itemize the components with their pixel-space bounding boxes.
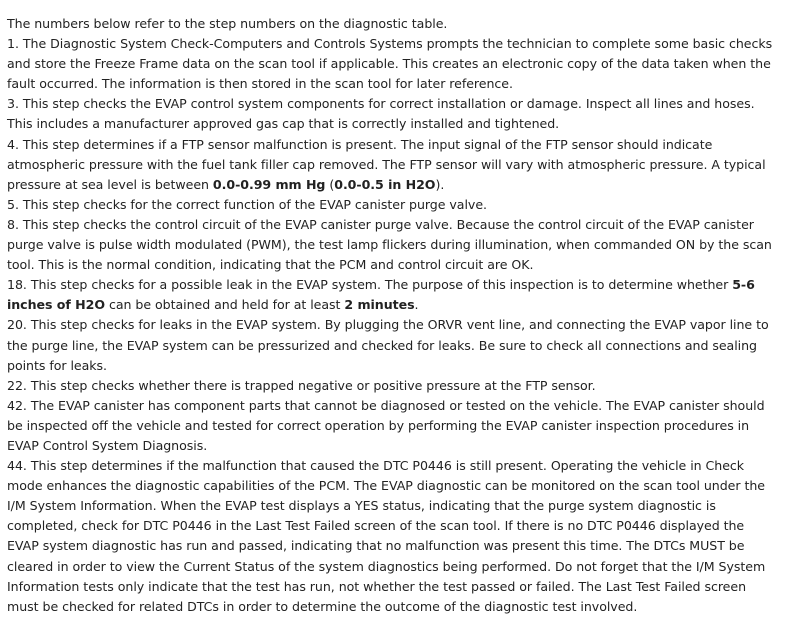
step-4-text-part-2: ( [325,176,335,192]
step-4-text-part-3: ). [435,176,445,192]
step-8-text: 8. This step checks the control circuit of the EVAP canister purge valve. Because the control circuit of the EVAP canister purge valve is pulse width modulated (PWM), the test lamp flickers during illumination, when commanded ON by the scan tool. This is the normal condition, indicating that the PCM and control circuit are OK. [7,216,772,273]
step-20-text: 20. This step checks for leaks in the EVAP system. By plugging the ORVR vent line, and connecting the EVAP vapor line to the purge line, the EVAP system can be pressurized and checked for leaks. Be sure to check all connections and sealing points for leaks. [7,317,769,373]
step-44-text: 44. This step determines if the malfunction that caused the DTC P0446 is still present. Operating the vehicle in Check mode enhances the diagnostic capabilities of the PCM. The EVAP diagnostic can be monitored on the scan tool under the I/M System Information. When the EVAP test displays a YES status, indicating that the purge system diagnostic is completed, check for DTC P0446 in the Last Test Failed screen of the scan tool. If there is no DTC P0446 displayed the EVAP system diagnostic has run and passed, indicating that no malfunction was present this time. The DTCs MUST be cleared in order to view the Current Status of the system diagnostics being performed. Do not forget that the I/M System Information tests only indicate that the test has run, not whether the test passed or failed. The Last Test Failed screen must be checked for related DTCs in order to determine the outcome of the diagnostic test involved. [7,458,766,614]
step-18-hold-time: 2 minutes [344,297,415,313]
step-5-text: 5. This step checks for the correct function of the EVAP canister purge valve. [7,196,487,212]
step-4-text [7,135,779,195]
step-18-text-part-1: 18. This step checks for a possible leak in the EVAP system. The purpose of this inspection is to determine whether [7,277,733,293]
step-22-text: 22. This step checks whether there is trapped negative or positive pressure at the FTP sensor. [7,377,596,393]
step-3-text: 3. This step checks the EVAP control system components for correct installation or damage. Inspect all lines and hoses. This includes a manufacturer approved gas cap that is correctly installed and tightened. [7,96,755,132]
step-4-text-part-1: 4. This step determines if a FTP sensor malfunction is present. The input signal of the FTP sensor should indicate atmospheric pressure with the fuel tank filler cap removed. The FTP sensor will vary with atmospheric pressure. A typical pressure at sea level is between [7,136,766,192]
step-18-text [7,275,779,315]
step-42-text: 42. The EVAP canister has component parts that cannot be diagnosed or tested on the vehicle. The EVAP canister should be inspected off the vehicle and tested for correct operation by performing the EVAP canister inspection procedures in EVAP Control System Diagnosis. [7,397,765,453]
step-18-text-part-2: can be obtained and held for at least [105,297,345,313]
step-4-pressure-mmhg: 0.0-0.99 mm Hg [212,176,326,192]
step-4-pressure-inh2o: 0.0-0.5 in H2O [334,176,436,192]
step-18-text-part-3: . [414,297,419,313]
intro-text: The numbers below refer to the step numbers on the diagnostic table. [7,16,448,31]
step-1-text: 1. The Diagnostic System Check-Computers and Controls Systems prompts the technician to complete some basic checks and store the Freeze Frame data on the scan tool if applicable. This creates an electronic copy of the data taken when the fault occurred. The information is then stored in the scan tool for later reference. [7,36,773,92]
step-18-vacuum-value: 5-6 inches of H2O [7,277,755,313]
